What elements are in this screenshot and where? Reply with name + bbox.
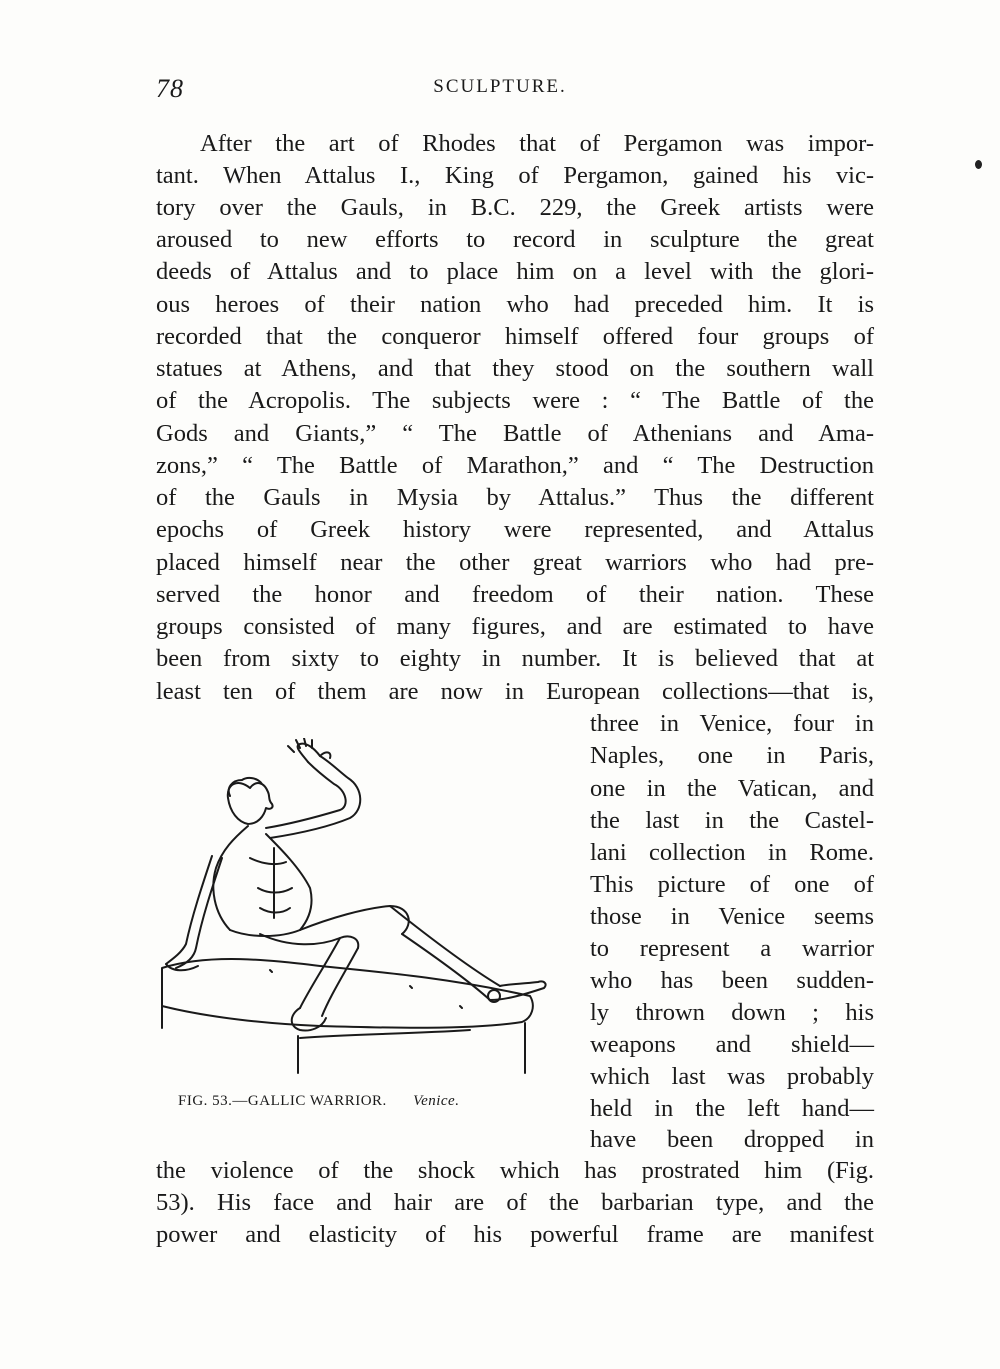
body-line: served the honor and freedom of their nation. These (156, 581, 874, 608)
caption-label: FIG. 53.—GALLIC WARRIOR. (178, 1093, 387, 1109)
body-line: ous heroes of their nation who had preceded him. It is (156, 291, 874, 318)
page-number: 78 (156, 74, 184, 103)
body-line: ly thrown down ; his (590, 999, 874, 1026)
body-line: the violence of the shock which has prostrated him (Fig. (156, 1157, 874, 1184)
body-line: statues at Athens, and that they stood on the southern wall (156, 355, 874, 382)
body-line: tant. When Attalus I., King of Pergamon, gained his vic- (156, 162, 874, 189)
body-line: lani collection in Rome. (590, 839, 874, 866)
body-line: who has been sudden- (590, 967, 874, 994)
figure-caption (178, 1093, 459, 1110)
body-line: Naples, one in Paris, (590, 742, 874, 769)
body-line: have been dropped in (590, 1126, 874, 1153)
body-line: been from sixty to eighty in number. It is believed that at (156, 645, 874, 672)
body-line: zons,” “ The Battle of Marathon,” and “ The Destruction (156, 452, 874, 479)
body-line: weapons and shield— (590, 1031, 874, 1058)
gallic-warrior-illustration (150, 738, 560, 1083)
body-line: which last was probably (590, 1063, 874, 1090)
caption-place: Venice. (413, 1093, 460, 1109)
body-line: least ten of them are now in European collections—that is, (156, 678, 874, 705)
running-head: SCULPTURE. (433, 76, 567, 97)
body-line: held in the left hand— (590, 1095, 874, 1122)
body-line: the last in the Castel- (590, 807, 874, 834)
body-line: three in Venice, four in (590, 710, 874, 737)
body-line: one in the Vatican, and (590, 775, 874, 802)
body-line: power and elasticity of his powerful frame are manifest (156, 1221, 874, 1248)
body-line: Gods and Giants,” “ The Battle of Athenians and Ama- (156, 420, 874, 447)
body-line: of the Acropolis. The subjects were : “ The Battle of the (156, 387, 874, 414)
ink-mark (975, 160, 982, 169)
body-line: 53). His face and hair are of the barbarian type, and the (156, 1189, 874, 1216)
body-line: those in Venice seems (590, 903, 874, 930)
body-line: This picture of one of (590, 871, 874, 898)
body-line: tory over the Gauls, in B.C. 229, the Greek artists were (156, 194, 874, 221)
body-line: recorded that the conqueror himself offered four groups of (156, 323, 874, 350)
body-line: placed himself near the other great warriors who had pre- (156, 549, 874, 576)
body-line: deeds of Attalus and to place him on a level with the glori- (156, 258, 874, 285)
body-line: epochs of Greek history were represented, and Attalus (156, 516, 874, 543)
body-line: to represent a warrior (590, 935, 874, 962)
body-line: of the Gauls in Mysia by Attalus.” Thus the different (156, 484, 874, 511)
body-line: After the art of Rhodes that of Pergamon was impor- (200, 130, 874, 157)
body-line: groups consisted of many figures, and are estimated to have (156, 613, 874, 640)
body-line: aroused to new efforts to record in sculpture the great (156, 226, 874, 253)
